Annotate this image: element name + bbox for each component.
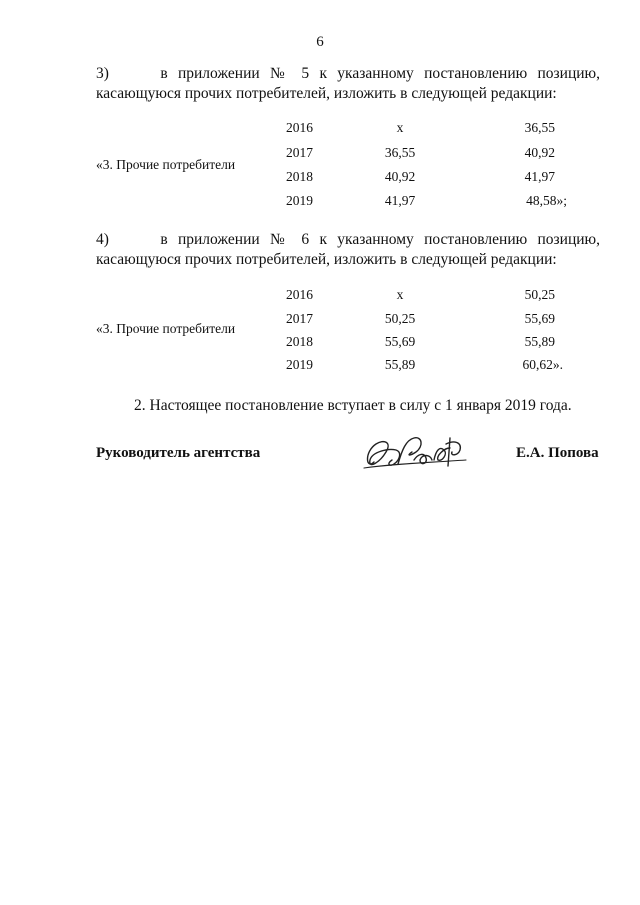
table-cell-value: х	[396, 120, 404, 135]
section-3-line-2: касающуюся прочих потребителей, изложить в следующей редакции:	[96, 85, 557, 102]
table-cell-value: 55,69	[524, 311, 555, 326]
table-cell-value: 36,55	[524, 120, 555, 135]
table-cell-value: 50,25	[384, 311, 416, 326]
table-cell-value: 60,62».	[522, 357, 563, 372]
table-cell-value: 36,55	[384, 145, 416, 160]
table-cell-year: 2019	[286, 193, 313, 208]
final-clause: 2. Настоящее постановление вступает в силу с 1 января 2019 года.	[134, 397, 572, 414]
table-cell-value: 40,92	[524, 145, 555, 160]
table-cell-year: 2017	[286, 311, 313, 326]
page-number: 6	[316, 34, 324, 50]
table-cell-value: 41,97	[384, 193, 416, 208]
table-cell-value: 55,69	[384, 334, 416, 349]
section-4-line-2: касающуюся прочих потребителей, изложить в следующей редакции:	[96, 251, 557, 268]
table-cell-value: 55,89	[384, 357, 416, 372]
table-cell-value: 50,25	[524, 287, 555, 302]
signatory-name: Е.А. Попова	[516, 445, 599, 461]
table-cell-value: 40,92	[384, 169, 416, 184]
section-4-paragraph	[96, 230, 600, 270]
handwritten-signature	[362, 430, 472, 483]
table-cell-year: 2018	[286, 334, 313, 349]
section-3-paragraph	[96, 64, 600, 104]
section-4-line-1: 4) в приложении № 6 к указанному постановлению позицию,	[96, 231, 600, 248]
table-cell-year: 2018	[286, 169, 313, 184]
table-cell-year: 2016	[286, 287, 313, 302]
table-cell-year: 2017	[286, 145, 313, 160]
section-3-line-1: 3) в приложении № 5 к указанному постановлению позицию,	[96, 65, 600, 82]
table-cell-year: 2016	[286, 120, 313, 135]
table-row-label: «3. Прочие потребители	[96, 157, 236, 172]
signatory-title: Руководитель агентства	[96, 445, 261, 461]
table-cell-value: 41,97	[524, 169, 555, 184]
table-row-label: «3. Прочие потребители	[96, 321, 236, 336]
table-cell-value: 55,89	[524, 334, 555, 349]
table-cell-value: 48,58»;	[526, 193, 567, 208]
table-cell-year: 2019	[286, 357, 313, 372]
table-cell-value: х	[396, 287, 404, 302]
